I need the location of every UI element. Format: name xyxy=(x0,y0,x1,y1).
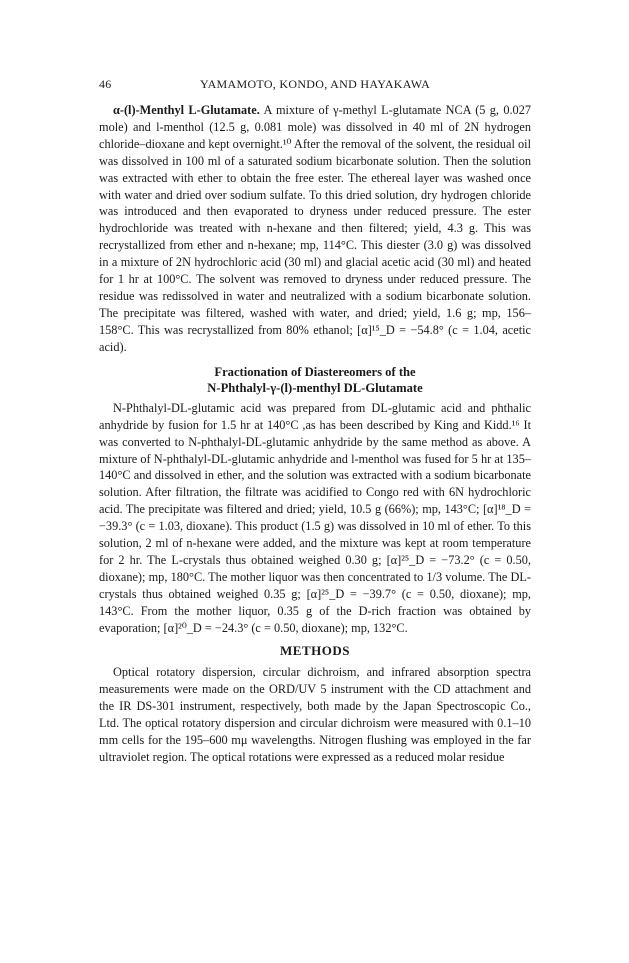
running-title: YAMAMOTO, KONDO, AND HAYAKAWA xyxy=(199,77,431,91)
fractionation-paragraph: N-Phthalyl-DL-glutamic acid was prepared from DL-glutamic acid and phthalic anhydride by fusion for 1.5 hr at 140°C ,as has been described by King and Kidd.¹⁶ It was converted to N-phthalyl-DL-glutamic anhydride by the same method as above. A mixture of N-phthalyl-DL-glutamic anhydride and l-menthol was fused for 5 hr at 135–140°C and dissolved in ether, and the solution was extracted with a sodium bicarbonate solution. After filtration, the filtrate was acidified to Congo red with 6N hydrochloric acid. The precipitate was filtered and dried; yield, 10.5 g (66%); mp, 143°C; [α]¹⁸_D = −39.3° (c = 1.03, dioxane). This product (1.5 g) was dissolved in 10 ml of ether. To this solution, 2 ml of n-hexane were added, and the mixture was kept at room temperature for 2 hr. The L-crystals thus obtained weighed 0.30 g; [α]²⁵_D = −73.2° (c = 0.50, dioxane); mp, 180°C. The mother liquor was then concentrated to 1/3 volume. The DL-crystals thus obtained weighed 0.35 g; [α]²⁵_D = −39.7° (c = 0.50, dioxane); mp, 143°C. From the mother liquor, 0.35 g of the D-rich fraction was obtained by evaporation; [α]²⁰_D = −24.3° (c = 0.50, dioxane); mp, 132°C. xyxy=(99,400,531,635)
article-body xyxy=(99,102,531,766)
fractionation-heading xyxy=(99,364,531,397)
page-number: 46 xyxy=(99,77,112,91)
methods-heading: METHODS xyxy=(280,643,350,659)
heading-line: N-Phthalyl-γ-(l)-menthyl DL-Glutamate xyxy=(207,381,423,396)
menthyl-glutamate-paragraph xyxy=(99,102,531,356)
subsection-title: α-(l)-Menthyl L-Glutamate. xyxy=(113,103,260,117)
paragraph-text: A mixture of γ-methyl L-glutamate NCA (5 g, 0.027 mole) and l-menthol (12.5 g, 0.081 mole) was dissolved in 40 ml of 2N hydrogen chloride–dioxane and kept overnight.¹⁰ After the removal of the solvent, the residual oil was dissolved in 100 ml of a saturated sodium bicarbonate solution. Then the solution was extracted with ether to obtain the free ester. The ethereal layer was washed once with water and dried over sodium sulfate. To this dried solution, dry hydrogen chloride was introduced and then evaporated to dryness under reduced pressure. The ester hydrochloride was treated with n-hexane and then filtered; yield, 4.3 g. This was recrystallized from ether and n-hexane; mp, 114°C. This diester (3.0 g) was dissolved in a mixture of 2N hydrochloric acid (30 ml) and glacial acetic acid (30 ml) and heated for 1 hr at 100°C. The solvent was removed to dryness under reduced pressure. The residue was redissolved in water and neutralized with a sodium bicarbonate solution. The precipitate was filtered, washed with water, and dried; yield, 1.6 g; mp, 156–158°C. This was recrystallized from 80% ethanol; [α]¹⁵_D = −54.8° (c = 1.04, acetic acid). xyxy=(99,103,531,354)
running-head xyxy=(99,77,531,93)
methods-paragraph: Optical rotatory dispersion, circular dichroism, and infrared absorption spectra measurements were made on the ORD/UV 5 instrument with the CD attachment and the IR DS-301 instrument, respectively, both made by the Japan Spectroscopic Co., Ltd. The optical rotatory dispersion and circular dichroism were measured with 0.1–10 mm cells for the 195–600 mμ wavelengths. Nitrogen flushing was employed in the far ultraviolet region. The optical rotations were expressed as a reduced molar residue xyxy=(99,665,531,764)
heading-line: Fractionation of Diastereomers of the xyxy=(214,364,416,379)
